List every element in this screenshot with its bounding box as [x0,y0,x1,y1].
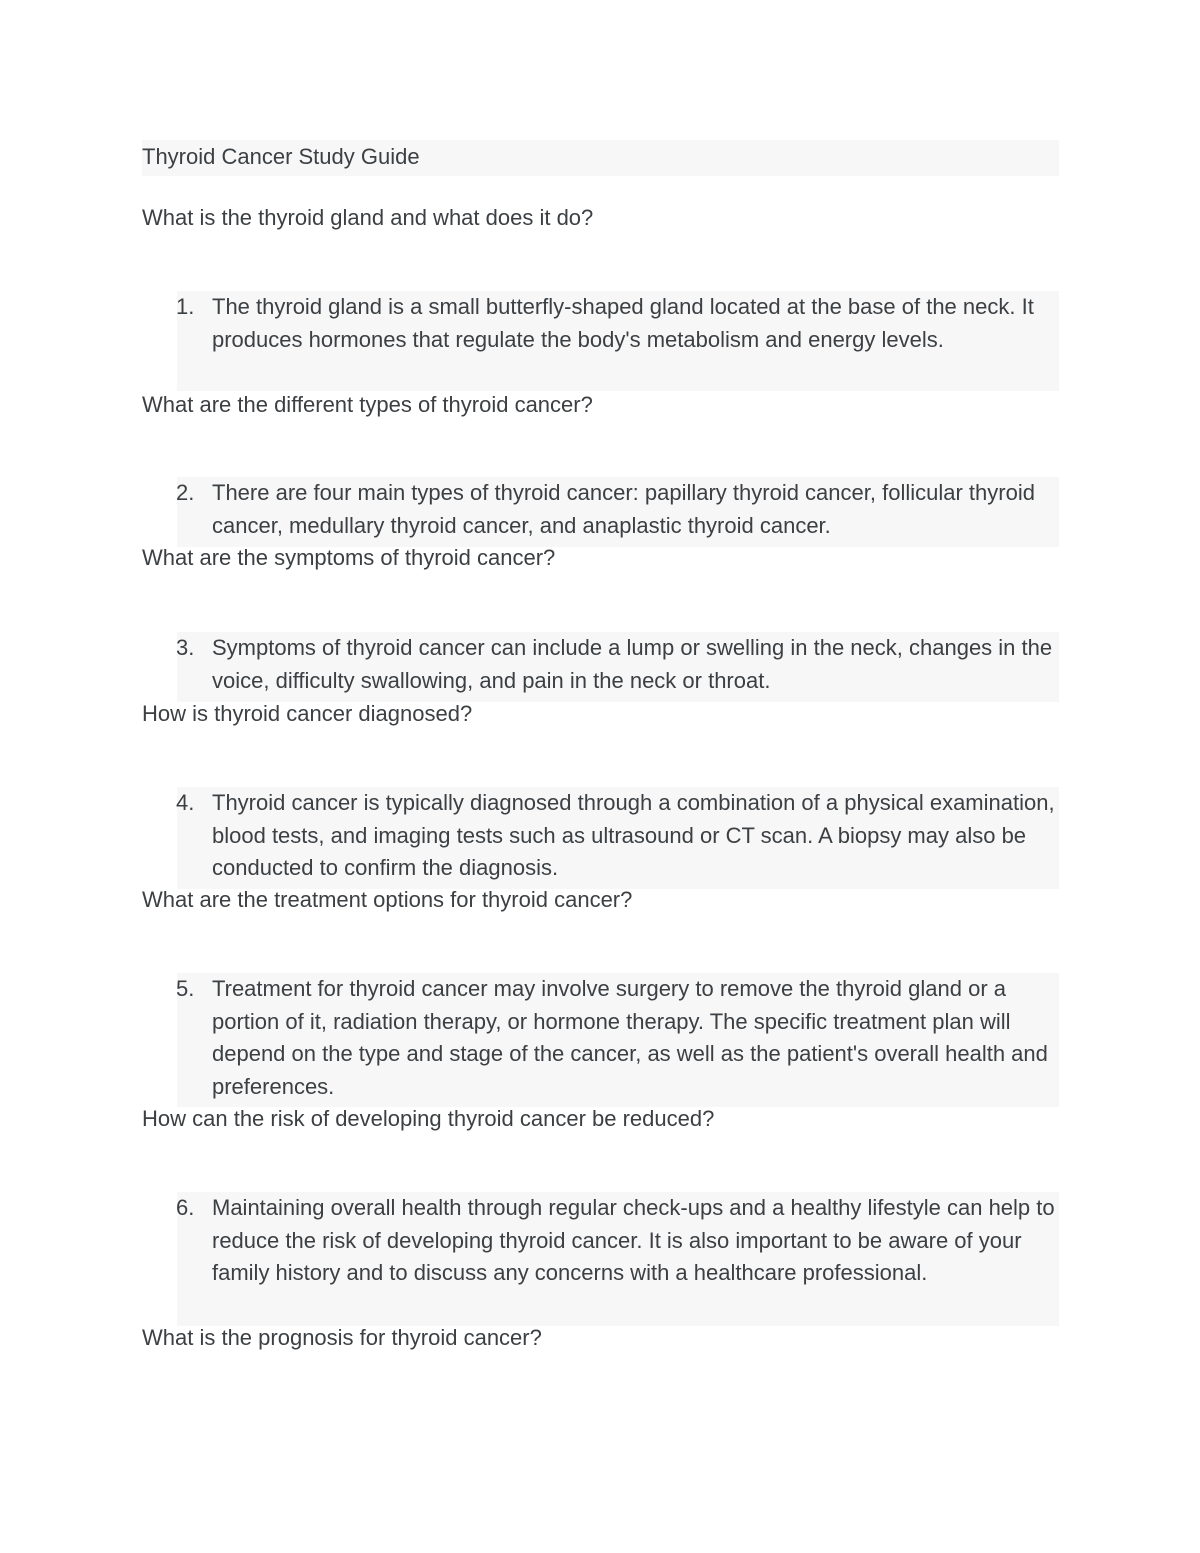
question-4: How is thyroid cancer diagnosed? [142,701,473,726]
answer-number-3: 3. [176,635,195,660]
question-6: How can the risk of developing thyroid cancer be reduced? [142,1106,715,1131]
document-title: Thyroid Cancer Study Guide [142,144,420,169]
question-7: What is the prognosis for thyroid cancer? [142,1325,542,1350]
answer-number-2: 2. [176,480,195,505]
question-3: What are the symptoms of thyroid cancer? [142,545,556,570]
answer-2: There are four main types of thyroid cancer: papillary thyroid cancer, follicular thyroid cancer, medullary thyroid cancer, and anaplastic thyroid cancer. [212,480,1035,538]
question-5: What are the treatment options for thyroid cancer? [142,887,633,912]
answer-5: Treatment for thyroid cancer may involve surgery to remove the thyroid gland or a portion of it, radiation therapy, or hormone therapy. The specific treatment plan will depend on the type and stage of the cancer, as well as the patient's overall health and preferences. [212,976,1048,1099]
answer-number-4: 4. [176,790,195,815]
answer-3: Symptoms of thyroid cancer can include a lump or swelling in the neck, changes in the voice, difficulty swallowing, and pain in the neck or throat. [212,635,1053,693]
question-2: What are the different types of thyroid cancer? [142,392,593,417]
question-1: What is the thyroid gland and what does it do? [142,205,594,230]
answer-number-1: 1. [176,294,195,319]
answer-number-5: 5. [176,976,195,1001]
answer-number-6: 6. [176,1195,195,1220]
answer-4: Thyroid cancer is typically diagnosed through a combination of a physical examination, blood tests, and imaging tests such as ultrasound or CT scan. A biopsy may also be conducted to confirm the diagnosis. [212,790,1055,880]
answer-6: Maintaining overall health through regular check-ups and a healthy lifestyle can help to reduce the risk of developing thyroid cancer. It is also important to be aware of your family history and to discuss any concerns with a healthcare professional. [212,1195,1055,1285]
answer-1: The thyroid gland is a small butterfly-shaped gland located at the base of the neck. It produces hormones that regulate the body's metabolism and energy levels. [212,294,1034,352]
